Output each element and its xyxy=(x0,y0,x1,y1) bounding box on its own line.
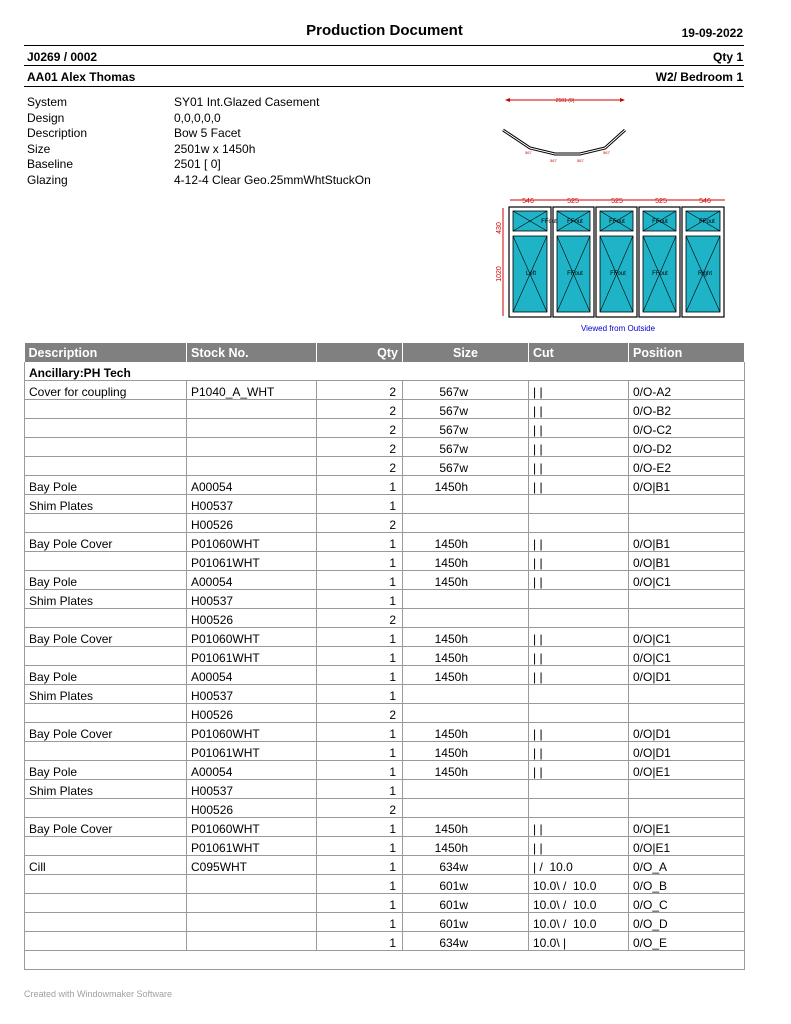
cell-size: 567w xyxy=(403,419,529,438)
cell-qty: 1 xyxy=(317,666,403,685)
cell-size: 601w xyxy=(403,894,529,913)
cell-stock-no: P01060WHT xyxy=(187,628,317,647)
info-label: Size xyxy=(27,141,51,156)
table-row xyxy=(25,495,745,514)
table-row xyxy=(25,799,745,818)
cell-cut: | | xyxy=(529,381,629,400)
cell-size: 1450h xyxy=(403,628,529,647)
info-label: Baseline xyxy=(27,157,74,171)
document-date: 19-09-2022 xyxy=(681,26,743,40)
bay-plan-diagram xyxy=(495,92,635,172)
bay-elevation-diagram xyxy=(495,192,735,337)
cell-cut xyxy=(529,609,629,628)
cell-size: 634w xyxy=(403,856,529,875)
cell-qty: 2 xyxy=(317,381,403,400)
cell-size: 567w xyxy=(403,438,529,457)
cell-position: 0/O_D xyxy=(629,913,745,932)
cell-cut: | | xyxy=(529,438,629,457)
column-header: Position xyxy=(629,343,745,362)
cell-description: Bay Pole xyxy=(25,476,187,495)
cell-position: 0/O|E1 xyxy=(629,818,745,837)
cell-position: 0/O|B1 xyxy=(629,476,745,495)
column-header: Size xyxy=(403,343,529,362)
cell-qty: 1 xyxy=(317,875,403,894)
cell-cut xyxy=(529,704,629,723)
cell-description: Bay Pole xyxy=(25,571,187,590)
cell-cut xyxy=(529,780,629,799)
customer-name: AA01 Alex Thomas xyxy=(27,70,136,84)
info-values xyxy=(174,95,371,188)
bottom-pane-label: FFout xyxy=(652,271,668,277)
info-value: 2501 [ 0] xyxy=(174,157,221,171)
cell-stock-no xyxy=(187,913,317,932)
cell-description: Shim Plates xyxy=(25,590,187,609)
overall-width-label: 2501 (0) xyxy=(555,98,575,104)
cell-cut: | | xyxy=(529,400,629,419)
cell-description xyxy=(25,704,187,723)
cell-stock-no: H00526 xyxy=(187,704,317,723)
top-pane-label: FFout xyxy=(609,219,625,225)
cell-position: 0/O_B xyxy=(629,875,745,894)
cell-position: 0/O|C1 xyxy=(629,647,745,666)
cell-description: Bay Pole xyxy=(25,761,187,780)
cell-description: Bay Pole Cover xyxy=(25,628,187,647)
cell-size xyxy=(403,590,529,609)
table-row xyxy=(25,723,745,742)
cell-size: 1450h xyxy=(403,761,529,780)
cell-description xyxy=(25,799,187,818)
facet-label: 567 xyxy=(550,158,557,163)
cell-cut: | | xyxy=(529,837,629,856)
cell-description xyxy=(25,400,187,419)
cell-position xyxy=(629,590,745,609)
cell-position: 0/O_A xyxy=(629,856,745,875)
top-pane-label: FFout xyxy=(567,219,583,225)
cell-size: 1450h xyxy=(403,552,529,571)
top-pane-label: FFout xyxy=(541,219,557,225)
cell-size: 1450h xyxy=(403,571,529,590)
cell-qty: 2 xyxy=(317,419,403,438)
cell-qty: 2 xyxy=(317,457,403,476)
table-row xyxy=(25,533,745,552)
table-row xyxy=(25,419,745,438)
facet-label: 567 xyxy=(603,150,610,155)
cell-cut: | | xyxy=(529,666,629,685)
bottom-height-label: 1020 xyxy=(496,266,503,282)
table-header xyxy=(25,343,745,362)
bottom-pane-label: FFout xyxy=(567,271,583,277)
table-row xyxy=(25,780,745,799)
cell-qty: 1 xyxy=(317,533,403,552)
table-row xyxy=(25,590,745,609)
column-header: Cut xyxy=(529,343,629,362)
cell-position: 0/O|C1 xyxy=(629,628,745,647)
cell-stock-no: P1040_A_WHT xyxy=(187,381,317,400)
cell-qty: 2 xyxy=(317,704,403,723)
cell-cut: 10.0\ / 10.0 xyxy=(529,913,629,932)
width-label: 546 xyxy=(699,198,711,205)
cell-cut: | | xyxy=(529,419,629,438)
cell-stock-no: P01061WHT xyxy=(187,742,317,761)
table-row xyxy=(25,913,745,932)
cell-cut: 10.0\ | xyxy=(529,932,629,951)
cell-description: Bay Pole Cover xyxy=(25,723,187,742)
cell-description xyxy=(25,742,187,761)
cell-size: 1450h xyxy=(403,818,529,837)
cell-stock-no: H00526 xyxy=(187,609,317,628)
cell-cut xyxy=(529,495,629,514)
info-value: 4-12-4 Clear Geo.25mmWhtStuckOn xyxy=(174,172,371,187)
cell-description: Bay Pole Cover xyxy=(25,533,187,552)
cell-description: Bay Pole Cover xyxy=(25,818,187,837)
cell-size xyxy=(403,780,529,799)
cell-description xyxy=(25,932,187,951)
cell-qty: 1 xyxy=(317,837,403,856)
cell-size: 567w xyxy=(403,457,529,476)
cell-qty: 1 xyxy=(317,647,403,666)
table-row xyxy=(25,514,745,533)
cell-size xyxy=(403,609,529,628)
table-row xyxy=(25,932,745,951)
cell-qty: 1 xyxy=(317,761,403,780)
facet-label: 567 xyxy=(525,150,532,155)
cell-stock-no: P01060WHT xyxy=(187,723,317,742)
table-row xyxy=(25,951,745,970)
cell-position: 0/O_E xyxy=(629,932,745,951)
cell-size xyxy=(403,704,529,723)
cell-description xyxy=(25,894,187,913)
cell-position xyxy=(629,495,745,514)
cell-size xyxy=(403,514,529,533)
cell-qty: 1 xyxy=(317,571,403,590)
top-pane-label: FFout xyxy=(699,219,715,225)
cell-size: 1450h xyxy=(403,742,529,761)
header-divider xyxy=(24,45,744,46)
cell-qty: 2 xyxy=(317,400,403,419)
empty-row xyxy=(25,951,745,970)
cell-position xyxy=(629,704,745,723)
cell-stock-no xyxy=(187,419,317,438)
cell-cut: | | xyxy=(529,571,629,590)
table-row xyxy=(25,761,745,780)
cell-stock-no xyxy=(187,875,317,894)
cell-position: 0/O_C xyxy=(629,894,745,913)
cell-cut: | | xyxy=(529,628,629,647)
cell-qty: 1 xyxy=(317,913,403,932)
cell-cut: | | xyxy=(529,533,629,552)
table-row xyxy=(25,666,745,685)
section-row xyxy=(25,362,745,381)
header-divider xyxy=(24,86,744,87)
cell-position xyxy=(629,514,745,533)
cell-qty: 1 xyxy=(317,742,403,761)
table-row xyxy=(25,704,745,723)
column-header: Stock No. xyxy=(187,343,317,362)
cell-stock-no: H00537 xyxy=(187,685,317,704)
table-row xyxy=(25,552,745,571)
cell-stock-no: P01061WHT xyxy=(187,837,317,856)
cell-cut: | | xyxy=(529,818,629,837)
table-row xyxy=(25,685,745,704)
cell-stock-no xyxy=(187,932,317,951)
info-labels xyxy=(27,95,87,188)
cell-stock-no: P01060WHT xyxy=(187,818,317,837)
info-label: Description xyxy=(27,126,88,140)
cell-stock-no: H00537 xyxy=(187,590,317,609)
cell-qty: 2 xyxy=(317,799,403,818)
cell-cut xyxy=(529,514,629,533)
cell-description xyxy=(25,875,187,894)
cell-cut: | | xyxy=(529,723,629,742)
cell-qty: 1 xyxy=(317,552,403,571)
cell-position xyxy=(629,780,745,799)
cell-qty: 1 xyxy=(317,590,403,609)
cell-description xyxy=(25,609,187,628)
table-row xyxy=(25,628,745,647)
cell-stock-no xyxy=(187,457,317,476)
width-label: 546 xyxy=(522,198,534,205)
cell-stock-no: H00537 xyxy=(187,495,317,514)
table-row xyxy=(25,742,745,761)
cell-size: 567w xyxy=(403,381,529,400)
cell-size: 1450h xyxy=(403,723,529,742)
cell-description: Shim Plates xyxy=(25,685,187,704)
cell-position: 0/O-C2 xyxy=(629,419,745,438)
cell-qty: 1 xyxy=(317,780,403,799)
cell-position: 0/O|B1 xyxy=(629,533,745,552)
cell-stock-no: P01060WHT xyxy=(187,533,317,552)
cell-stock-no: A00054 xyxy=(187,666,317,685)
column-header: Qty xyxy=(317,343,403,362)
cell-cut: | | xyxy=(529,647,629,666)
top-pane-label: FFout xyxy=(652,219,668,225)
table-row xyxy=(25,837,745,856)
cell-description: Shim Plates xyxy=(25,780,187,799)
quantity: Qty 1 xyxy=(712,50,743,64)
cell-cut: | / 10.0 xyxy=(529,856,629,875)
info-value: SY01 Int.Glazed Casement xyxy=(174,95,320,109)
info-value: 2501w x 1450h xyxy=(174,141,256,156)
cell-description xyxy=(25,438,187,457)
cell-qty: 2 xyxy=(317,609,403,628)
cell-qty: 1 xyxy=(317,932,403,951)
cell-description: Bay Pole xyxy=(25,666,187,685)
cell-size: 1450h xyxy=(403,837,529,856)
cell-stock-no: A00054 xyxy=(187,476,317,495)
cell-qty: 1 xyxy=(317,685,403,704)
cell-cut xyxy=(529,685,629,704)
cell-description xyxy=(25,913,187,932)
section-title: Ancillary:PH Tech xyxy=(25,362,745,381)
job-reference: J0269 / 0002 xyxy=(27,50,98,64)
header-divider xyxy=(24,65,744,66)
facet-label: 567 xyxy=(577,158,584,163)
cell-position: 0/O|D1 xyxy=(629,723,745,742)
cell-stock-no: H00537 xyxy=(187,780,317,799)
cell-stock-no xyxy=(187,438,317,457)
document-title: Production Document xyxy=(306,22,463,39)
cell-description: Cill xyxy=(25,856,187,875)
cell-position: 0/O|B1 xyxy=(629,552,745,571)
cell-size: 601w xyxy=(403,875,529,894)
cell-position xyxy=(629,685,745,704)
table-row xyxy=(25,438,745,457)
table-row xyxy=(25,571,745,590)
cell-size: 1450h xyxy=(403,647,529,666)
column-header: Description xyxy=(25,343,187,362)
cell-stock-no: H00526 xyxy=(187,514,317,533)
cell-cut: 10.0\ / 10.0 xyxy=(529,894,629,913)
cell-qty: 1 xyxy=(317,495,403,514)
cell-description xyxy=(25,647,187,666)
view-caption: Viewed from Outside xyxy=(580,324,656,333)
cell-qty: 1 xyxy=(317,628,403,647)
table-row xyxy=(25,894,745,913)
cell-size xyxy=(403,685,529,704)
info-label: Glazing xyxy=(27,172,68,187)
cell-position: 0/O-B2 xyxy=(629,400,745,419)
cell-description xyxy=(25,419,187,438)
cell-size: 601w xyxy=(403,913,529,932)
cell-cut: | | xyxy=(529,552,629,571)
cell-description xyxy=(25,514,187,533)
cell-description: Cover for coupling xyxy=(25,381,187,400)
bottom-pane-label: Left xyxy=(525,271,537,277)
location: W2/ Bedroom 1 xyxy=(655,70,743,84)
table-row xyxy=(25,818,745,837)
cell-stock-no xyxy=(187,894,317,913)
cell-stock-no xyxy=(187,400,317,419)
top-height-label: 430 xyxy=(496,222,503,234)
cell-size: 567w xyxy=(403,400,529,419)
footer-credit: Created with Windowmaker Software xyxy=(24,989,173,999)
cell-cut: | | xyxy=(529,742,629,761)
cell-qty: 1 xyxy=(317,856,403,875)
cell-stock-no: A00054 xyxy=(187,761,317,780)
cell-qty: 1 xyxy=(317,894,403,913)
table-row xyxy=(25,400,745,419)
bottom-pane-label: FFout xyxy=(610,271,626,277)
table-row xyxy=(25,647,745,666)
cell-cut: | | xyxy=(529,761,629,780)
cell-size xyxy=(403,495,529,514)
table-row xyxy=(25,856,745,875)
cell-cut xyxy=(529,590,629,609)
info-label: Design xyxy=(27,110,65,125)
cell-qty: 1 xyxy=(317,476,403,495)
cell-description: Shim Plates xyxy=(25,495,187,514)
cell-stock-no: C095WHT xyxy=(187,856,317,875)
cell-cut: 10.0\ / 10.0 xyxy=(529,875,629,894)
table-row xyxy=(25,457,745,476)
cell-size: 634w xyxy=(403,932,529,951)
cell-position: 0/O|E1 xyxy=(629,761,745,780)
cell-qty: 1 xyxy=(317,818,403,837)
cell-position: 0/O|D1 xyxy=(629,666,745,685)
cell-position: 0/O|E1 xyxy=(629,837,745,856)
cell-qty: 1 xyxy=(317,723,403,742)
cell-size: 1450h xyxy=(403,476,529,495)
width-label: 525 xyxy=(567,198,579,205)
cell-position: 0/O-D2 xyxy=(629,438,745,457)
cell-cut: | | xyxy=(529,457,629,476)
cell-position: 0/O|D1 xyxy=(629,742,745,761)
cell-description xyxy=(25,457,187,476)
cell-size xyxy=(403,799,529,818)
table-row xyxy=(25,476,745,495)
width-label: 525 xyxy=(611,198,623,205)
parts-table xyxy=(24,343,745,970)
info-value: Bow 5 Facet xyxy=(174,126,241,140)
bottom-pane-label: Right xyxy=(697,271,713,277)
table-row xyxy=(25,609,745,628)
cell-qty: 2 xyxy=(317,514,403,533)
cell-description xyxy=(25,552,187,571)
cell-stock-no: H00526 xyxy=(187,799,317,818)
width-label: 525 xyxy=(655,198,667,205)
info-value: 0,0,0,0,0 xyxy=(174,110,221,125)
cell-cut xyxy=(529,799,629,818)
table-row xyxy=(25,381,745,400)
info-label: System xyxy=(27,95,68,109)
cell-cut: | | xyxy=(529,476,629,495)
cell-size: 1450h xyxy=(403,666,529,685)
cell-position xyxy=(629,799,745,818)
cell-stock-no: P01061WHT xyxy=(187,552,317,571)
cell-qty: 2 xyxy=(317,438,403,457)
cell-stock-no: A00054 xyxy=(187,571,317,590)
cell-description xyxy=(25,837,187,856)
cell-size: 1450h xyxy=(403,533,529,552)
cell-stock-no: P01061WHT xyxy=(187,647,317,666)
cell-position: 0/O-A2 xyxy=(629,381,745,400)
cell-position: 0/O-E2 xyxy=(629,457,745,476)
cell-position: 0/O|C1 xyxy=(629,571,745,590)
cell-position xyxy=(629,609,745,628)
table-row xyxy=(25,875,745,894)
